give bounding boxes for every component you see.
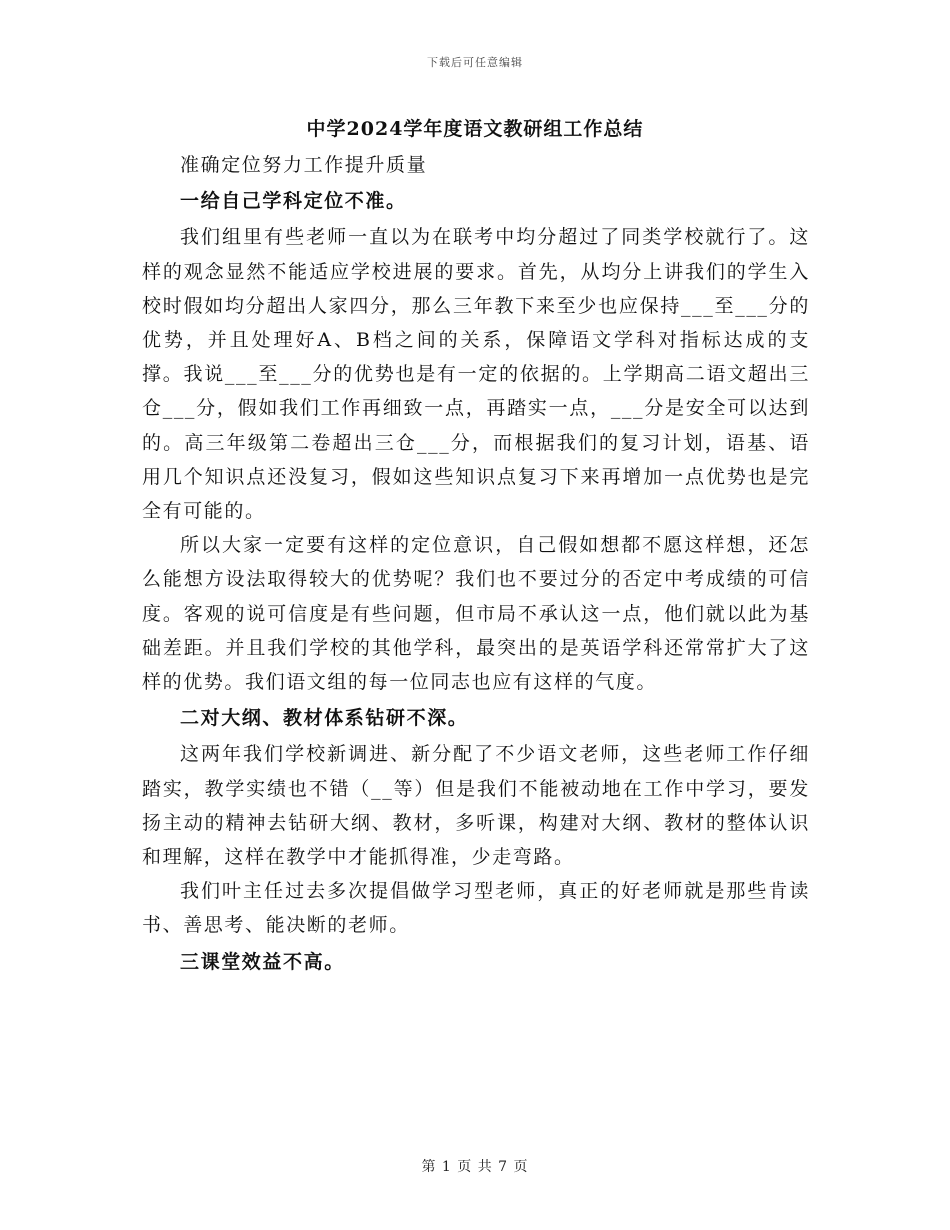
- section-heading-2: 二对大纲、教材体系钻研不深。: [180, 707, 469, 730]
- subtitle-paragraph: 准确定位努力工作提升质量: [180, 154, 428, 176]
- body-paragraph: 所以大家一定要有这样的定位意识，自己假如想都不愿这样想，还怎么能想方设法取得较大的优势呢？我们也不要过分的否定中考成绩的可信度。客观的说可信度是有些问题，但市局不承认这一点，他们就以此为基础差距。并且我们学校的其他学科，最突出的是英语学科还常常扩大了这样的优势。我们语文组的每一位同志也应有这样的气度。: [142, 534, 810, 694]
- page-header-note: 下载后可任意编辑: [427, 56, 523, 69]
- section-heading-1: 一给自己学科定位不准。: [180, 190, 407, 213]
- body-paragraph: 我们组里有些老师一直以为在联考中均分超过了同类学校就行了。这样的观念显然不能适应学校进展的要求。首先，从均分上讲我们的学生入校时假如均分超出人家四分，那么三年教下来至少也应保持___至___分的优势，并且处理好A、B档之间的关系，保障语文学科对指标达成的支撑。我说___至___分的优势也是有一定的依据的。上学期高二语文超出三仓___分，假如我们工作再细致一点，再踏实一点，___分是安全可以达到的。高三年级第二卷超出三仓___分，而根据我们的复习计划，语基、语用几个知识点还没复习，假如这些知识点复习下来再增加一点优势也是完全有可能的。: [142, 226, 810, 523]
- document-title: 中学2024学年度语文教研组工作总结: [306, 118, 644, 140]
- body-paragraph: 这两年我们学校新调进、新分配了不少语文老师，这些老师工作仔细踏实，教学实绩也不错（__等）但是我们不能被动地在工作中学习，要发扬主动的精神去钻研大纲、教材，多听课，构建对大纲、教材的整体认识和理解，这样在教学中才能抓得准，少走弯路。: [142, 743, 810, 869]
- body-paragraph: 我们叶主任过去多次提倡做学习型老师，真正的好老师就是那些肯读书、善思考、能决断的老师。: [142, 880, 810, 937]
- section-heading-3: 三课堂效益不高。: [180, 950, 345, 973]
- document-body: [142, 148, 810, 981]
- page-number-footer: 第 1 页 共 7 页: [421, 1159, 529, 1175]
